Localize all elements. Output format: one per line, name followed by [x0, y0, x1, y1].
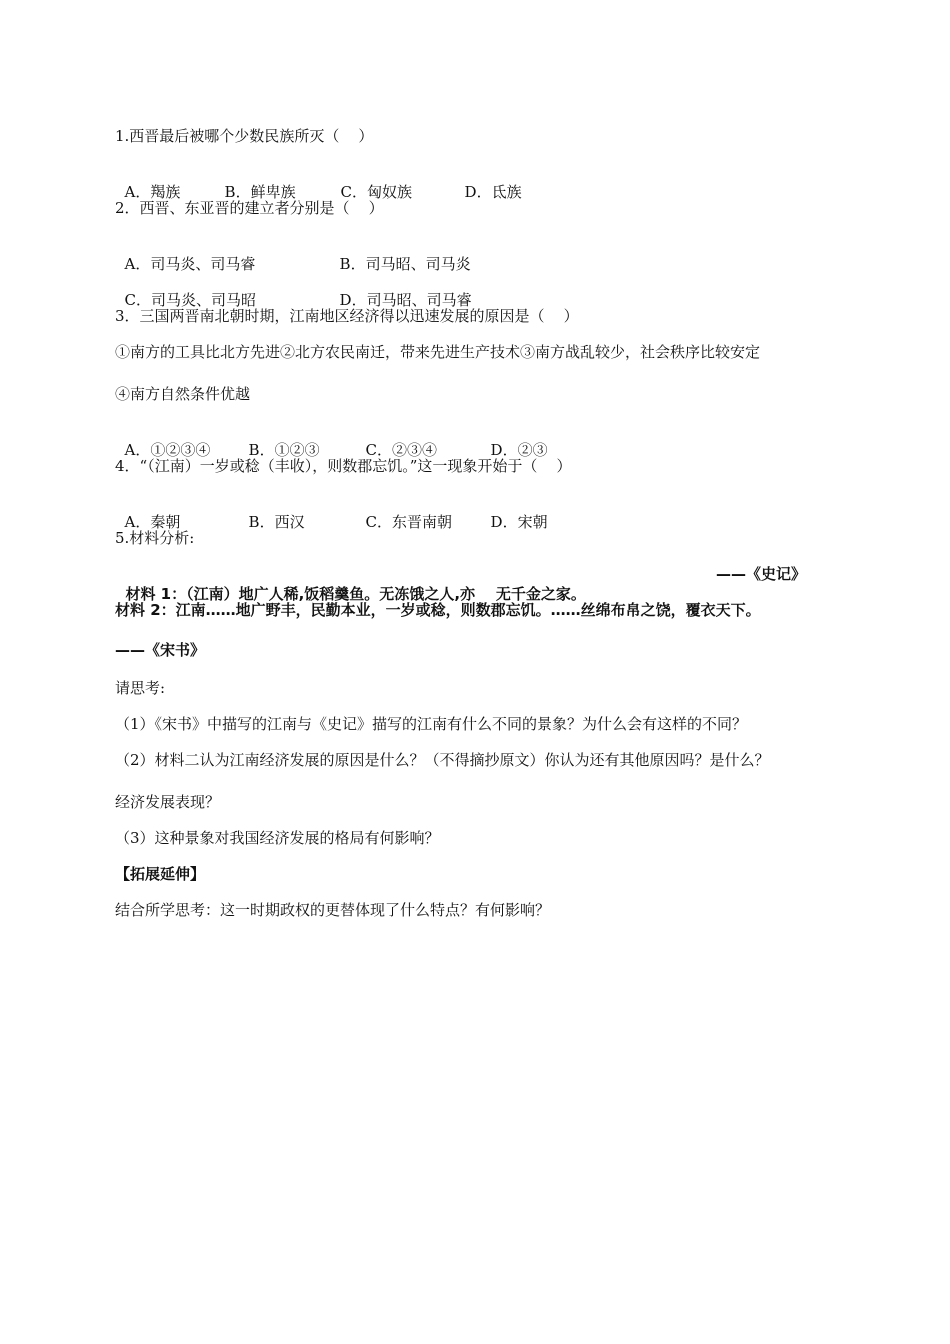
extension-text: 结合所学思考：这一时期政权的更替体现了什么特点？有何影响？ — [115, 901, 551, 919]
q2-option-c: C．司马炎、司马昭 — [124, 291, 257, 309]
q2-stem: 2．西晋、东亚晋的建立者分别是（ ） — [115, 199, 384, 217]
q2-option-b: B．司马昭、司马炎 — [339, 255, 471, 273]
think-prompt: 请思考: — [115, 679, 166, 697]
q3-reasons-line1: ①南方的工具比北方先进②北方农民南迁，带来先进生产技术③南方战乱较少，社会秩序比较安定 — [115, 343, 761, 361]
q3-reasons-line2: ④南方自然条件优越 — [115, 385, 251, 403]
q2-option-a: A．司马炎、司马睿 — [124, 255, 256, 273]
q3-options — [115, 420, 548, 460]
material2-text: 材料 2：江南……地广野丰，民勤本业，一岁或稔，则数郡忘饥。……丝绵布帛之饶，覆衣天下。 — [115, 601, 761, 619]
q1-option-a: A．羯族 — [124, 183, 181, 201]
q3-option-b: B．①②③ — [248, 441, 320, 459]
q4-option-a: A．秦朝 — [124, 513, 181, 531]
extension-heading: 【拓展延伸】 — [115, 865, 206, 883]
q5-question-1: （1）《宋书》中描写的江南与《史记》描写的江南有什么不同的景象？为什么会有这样的不同？ — [115, 715, 748, 733]
material1-text: 材料 1：（江南）地广人稀,饭稻羹鱼。无冻饿之人,亦 无千金之家。 — [125, 585, 586, 603]
q2-options-row1 — [115, 234, 471, 274]
q3-option-a: A．①②③④ — [124, 441, 211, 459]
material1-source: ——《史记》 — [716, 565, 807, 583]
q5-question-2-cont: 经济发展表现？ — [115, 793, 221, 811]
q1-stem: 1.西晋最后被哪个少数民族所灭（ ） — [115, 127, 374, 145]
q1-option-d: D．氐族 — [464, 183, 522, 201]
q1-option-c: C．匈奴族 — [340, 183, 413, 201]
q4-stem: 4．“（江南）一岁或稔（丰收），则数郡忘饥。”这一现象开始于（ ） — [115, 457, 572, 475]
q2-option-d: D．司马昭、司马睿 — [339, 291, 472, 309]
material1 — [115, 564, 586, 604]
q5-stem: 5.材料分析: — [115, 529, 195, 547]
q5-question-3: （3）这种景象对我国经济发展的格局有何影响？ — [115, 829, 440, 847]
q5-question-2: （2）材料二认为江南经济发展的原因是什么？（不得摘抄原文）你认为还有其他原因吗？是什么？ — [115, 751, 770, 769]
q4-option-c: C．东晋南朝 — [365, 513, 453, 531]
q1-options — [115, 162, 522, 202]
q4-option-d: D．宋朝 — [490, 513, 548, 531]
q3-stem: 3．三国两晋南北朝时期，江南地区经济得以迅速发展的原因是（ ） — [115, 307, 579, 325]
q3-option-c: C．②③④ — [365, 441, 438, 459]
q1-option-b: B．鲜卑族 — [224, 183, 296, 201]
q4-options — [115, 492, 548, 532]
q3-option-d: D．②③ — [490, 441, 548, 459]
q4-option-b: B．西汉 — [248, 513, 305, 531]
material2-source: ——《宋书》 — [115, 641, 206, 659]
q2-options-row2 — [115, 270, 472, 310]
